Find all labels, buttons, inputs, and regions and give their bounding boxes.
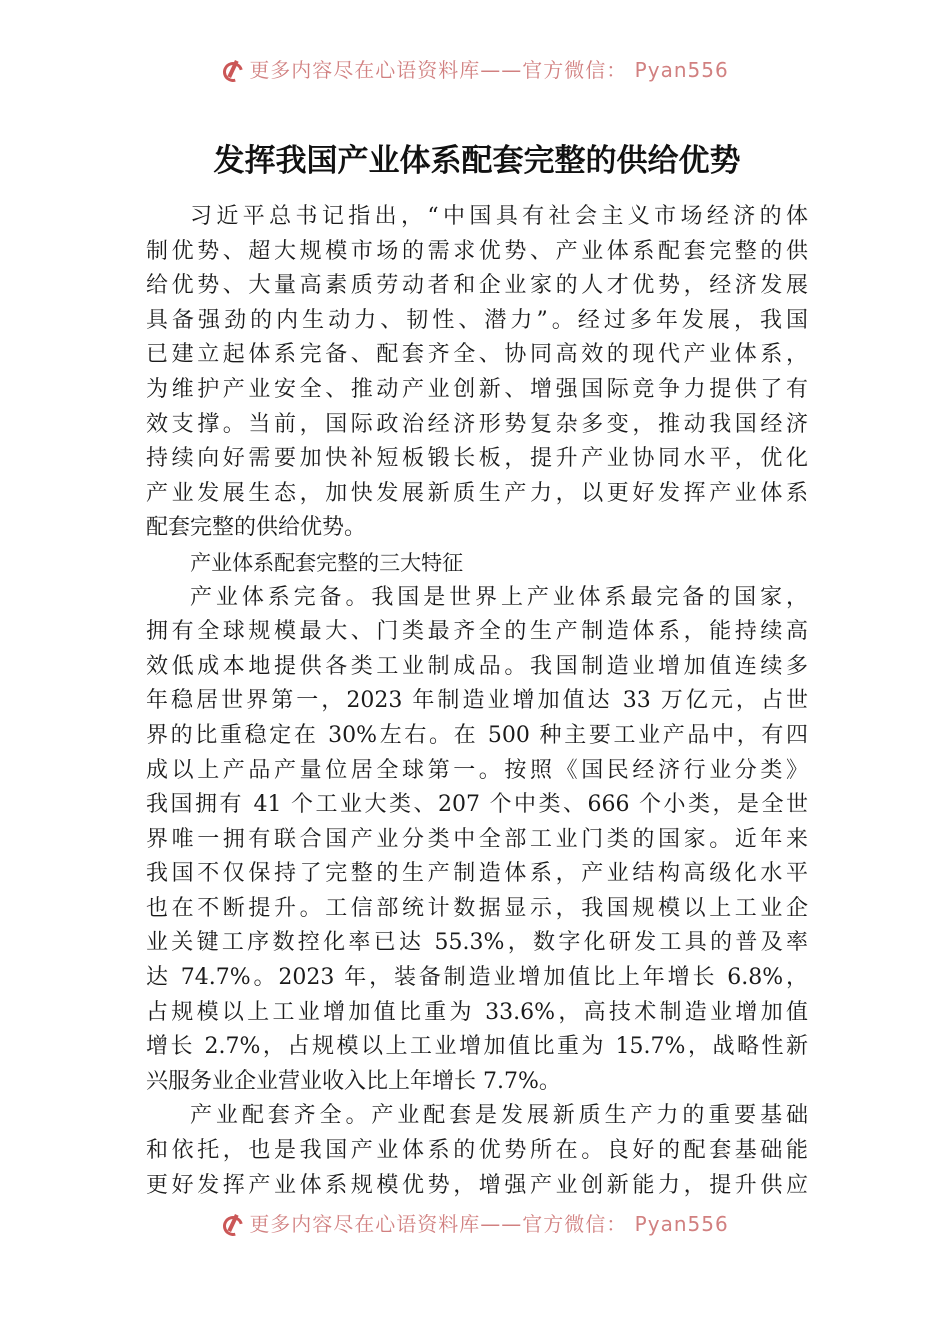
paragraph-intro: [146, 200, 808, 546]
paragraph-complete-supporting: [146, 1099, 808, 1203]
text-line: 成以上产品产量位居全球第一。按照《国民经济行业分类》: [146, 757, 808, 783]
text-line: 界唯一拥有联合国产业分类中全部工业门类的国家。近年来: [146, 826, 808, 852]
watermark-text: 更多内容尽在心语资料库——官方微信： Pyan556: [249, 1212, 729, 1236]
watermark-text: 更多内容尽在心语资料库——官方微信： Pyan556: [249, 58, 729, 82]
document-title: 发挥我国产业体系配套完整的供给优势: [213, 143, 741, 179]
text-line: 更好发挥产业体系规模优势，增强产业创新能力，提升供应: [146, 1172, 808, 1198]
text-line: 达 74.7%。2023 年，装备制造业增加值比上年增长 6.8%，: [146, 965, 808, 991]
text-line: 兴服务业企业营业收入比上年增长 7.7%。: [146, 1068, 561, 1094]
text-line: 也在不断提升。工信部统计数据显示，我国规模以上工业企: [146, 895, 808, 921]
text-line: 业关键工序数控化率已达 55.3%，数字化研发工具的普及率: [146, 930, 808, 956]
text-line: 产业发展生态，加快发展新质生产力，以更好发挥产业体系: [146, 480, 808, 506]
text-line: 为维护产业安全、推动产业创新、增强国际竞争力提供了有: [146, 376, 808, 402]
text-line: 我国拥有 41 个工业大类、207 个中类、666 个小类，是全世: [146, 792, 808, 818]
text-line: 持续向好需要加快补短板锻长板，提升产业协同水平，优化: [146, 446, 808, 472]
text-line: 效支撑。当前，国际政治经济形势复杂多变，推动我国经济: [146, 411, 808, 437]
document-body: [146, 138, 808, 1203]
logo-icon: [221, 60, 243, 80]
text-line: 增长 2.7%，占规模以上工业增加值比重为 15.7%，战略性新: [146, 1034, 808, 1060]
text-line: 产业配套齐全。产业配套是发展新质生产力的重要基础: [190, 1103, 808, 1129]
text-line: 给优势、大量高素质劳动者和企业家的人才优势，经济发展: [146, 273, 808, 299]
text-line: 占规模以上工业增加值比重为 33.6%，高技术制造业增加值: [146, 999, 808, 1025]
text-line: 我国不仅保持了完整的生产制造体系，产业结构高级化水平: [146, 861, 808, 887]
text-line: 和依托，也是我国产业体系的优势所在。良好的配套基础能: [146, 1138, 808, 1164]
watermark-bottom: [0, 1210, 950, 1238]
text-line: 界的比重稳定在 30%左右。在 500 种主要工业产品中，有四: [146, 722, 808, 748]
text-line: 拥有全球规模最大、门类最齐全的生产制造体系，能持续高: [146, 619, 808, 645]
text-line: 习近平总书记指出，“中国具有社会主义市场经济的体: [190, 204, 808, 229]
text-line: 配套完整的供给优势。: [146, 515, 367, 541]
section-heading: 产业体系配套完整的三大特征: [190, 550, 464, 575]
text-line: 效低成本地提供各类工业制成品。我国制造业增加值连续多: [146, 653, 808, 679]
text-line: 制优势、超大规模市场的需求优势、产业体系配套完整的供: [146, 238, 808, 264]
text-line: 年稳居世界第一，2023 年制造业增加值达 33 万亿元，占世: [146, 688, 808, 714]
watermark-top: [0, 56, 950, 84]
text-line: 产业体系完备。我国是世界上产业体系最完备的国家，: [190, 584, 808, 610]
text-line: 已建立起体系完备、配套齐全、协同高效的现代产业体系，: [146, 342, 808, 368]
text-line: 具备强劲的内生动力、韧性、潜力”。经过多年发展，我国: [146, 307, 808, 333]
paragraph-complete-system: [146, 581, 808, 1100]
logo-icon: [221, 1214, 243, 1234]
